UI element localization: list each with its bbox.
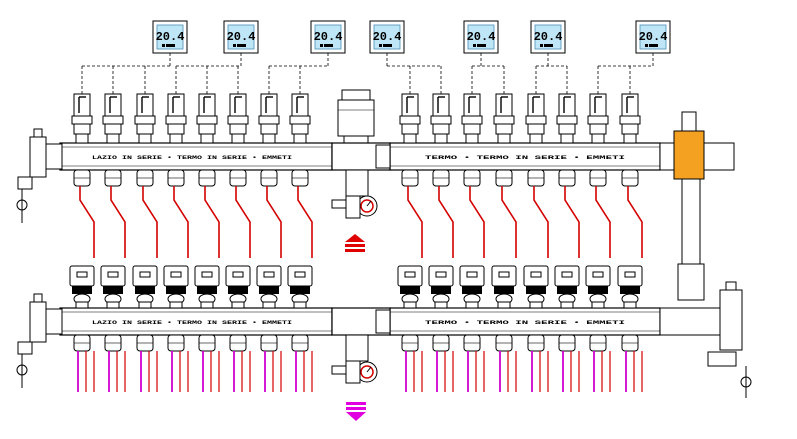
flowmeter-stem [170,302,182,308]
actuator-nut [290,116,310,124]
end-cap [44,309,62,334]
actuator-nut [72,116,92,124]
supply-pipe [565,186,579,258]
flowmeter-window [467,272,477,277]
flowmeter-nut [290,286,310,294]
supply-pipe [470,186,484,258]
thermostat-indicator [379,44,382,47]
actuator-base [168,124,184,134]
flowmeter-nut [197,286,217,294]
right-drain [708,352,736,366]
supply-pipe [80,186,94,258]
flowmeter-stem [139,302,151,308]
actuator-icon [166,94,186,186]
actuator-icon [526,94,546,186]
actuator-icon [228,94,248,186]
arrow-down-bar [346,407,366,410]
actuator-base [261,124,277,134]
flowmeter-stem [232,302,244,308]
mixing-outlet [704,143,734,170]
actuator-nut [259,116,279,124]
actuator-nut [526,116,546,124]
drain-valve [18,177,32,189]
flowmeter-window [499,272,509,277]
actuator-base [433,124,449,134]
flowmeter-window [562,272,572,277]
actuator-nut [197,116,217,124]
thermostat-row [153,21,670,53]
flowmeter-window [233,272,243,277]
ball-valve-handle [332,200,346,208]
thermostat-readout: 20.4 [533,30,563,44]
valve-stem [294,134,306,143]
actuator-base [105,124,121,134]
thermostat-readout: 20.4 [638,30,668,44]
flowmeter-nut [135,286,155,294]
flowmeter-window [108,272,118,277]
center-union-lower [376,310,390,333]
arrow-down-bar [346,402,366,405]
thermostat-indicator [166,44,175,47]
supply-pipe [408,186,422,258]
actuator-icon [620,94,640,186]
center-valve-assembly [332,90,390,383]
flowmeter-nut [494,286,514,294]
supply-pipe [267,186,281,258]
valve-stem [232,134,244,143]
valve-stem [263,134,275,143]
flowmeter-stem [498,302,510,308]
flowmeter-window [171,272,181,277]
actuator-icon [72,94,92,186]
actuator-icon [290,94,310,186]
actuator-base [590,124,606,134]
end-cap [44,144,62,169]
thermostat-wiring [82,53,653,94]
thermostat-indicator [540,44,543,47]
actuator-icon [588,94,608,186]
flowmeter-stem [624,302,636,308]
thermostat-readout: 20.4 [226,30,256,44]
actuator-icon [494,94,514,186]
supply-pipe [534,186,548,258]
flowmeter-window [625,272,635,277]
supply-pipe [502,186,516,258]
right-end-valve [720,290,742,350]
right-union [660,143,674,170]
flowmeter-nut [259,286,279,294]
flowmeter-window [436,272,446,277]
actuator-icon [259,94,279,186]
supply-pipe [596,186,610,258]
valve-stem [404,134,416,143]
flowmeter-window [264,272,274,277]
flowmeter-stem [263,302,275,308]
actuator-nut [228,116,248,124]
left-end-fittings [17,129,62,388]
end-valve-body [30,137,46,177]
actuator-base [137,124,153,134]
actuator-icon [135,94,155,186]
flowmeter-stem [76,302,88,308]
thermostat-icon [531,21,565,53]
flowmeter-nut [588,286,608,294]
actuator-icon [557,94,577,186]
actuator-nut [166,116,186,124]
supply-pipe [111,186,125,258]
actuator-nut [103,116,123,124]
arrow-down-icon [346,412,366,421]
actuator-nut [431,116,451,124]
actuator-nut [620,116,640,124]
thermostat-readout: 20.4 [155,30,185,44]
air-vent-cap [342,90,370,100]
actuator-base [402,124,418,134]
thermostat-readout: 20.4 [466,30,496,44]
lower-right-label: TERMO • TERMO IN SERIE • EMMETI [425,319,625,326]
center-union [376,145,390,168]
actuator-base [74,124,90,134]
supply-pipe [236,186,250,258]
flowmeter-stem [592,302,604,308]
flowmeter-stem [404,302,416,308]
arrow-up-bar [345,249,365,252]
supply-pipe [439,186,453,258]
actuator-base [292,124,308,134]
actuator-base [528,124,544,134]
flowmeter-nut [166,286,186,294]
flowmeter-window [295,272,305,277]
right-mixing-assembly [660,112,751,398]
arrow-up-icon [345,234,365,242]
bypass-fitting [678,264,704,300]
actuator-base [559,124,575,134]
actuator-base [199,124,215,134]
flowmeter-stem [561,302,573,308]
thermostat-icon [311,21,345,53]
valve-stem [201,134,213,143]
actuator-base [622,124,638,134]
flowmeter-window [77,272,87,277]
flowmeter-window [593,272,603,277]
mixing-valve-head [682,112,696,131]
supply-pipe [205,186,219,258]
ball-valve-body [346,170,368,196]
flowmeter-window [140,272,150,277]
thermostat-icon [464,21,498,53]
actuator-icon [103,94,123,186]
thermostat-indicator [233,44,236,47]
actuator-nut [494,116,514,124]
valve-stem [107,134,119,143]
thermostat-indicator [162,44,165,47]
thermostat-readout: 20.4 [372,30,402,44]
actuator-icon [462,94,482,186]
flowmeter-nut [400,286,420,294]
flowmeter-stem [294,302,306,308]
valve-stem [139,134,151,143]
thermostat-icon [370,21,404,53]
valve-stem [530,134,542,143]
mixing-valve-body [674,131,704,179]
actuator-nut [588,116,608,124]
thermostat-indicator [544,44,553,47]
flowmeter-window [531,272,541,277]
ball-valve-body-lower [346,335,368,361]
actuator-nut [400,116,420,124]
supply-pipe [174,186,188,258]
valve-stem [76,134,88,143]
actuator-nut [135,116,155,124]
ball-valve-stem-lower [346,361,360,383]
flowmeter-window [405,272,415,277]
supply-pipe [143,186,157,258]
actuator-nut [557,116,577,124]
flowmeter-stem [107,302,119,308]
actuator-icon [400,94,420,186]
upper-right-label: TERMO • TERMO IN SERIE • EMMETI [425,154,625,161]
thermostat-icon [636,21,670,53]
valve-stem [466,134,478,143]
valve-stem [561,134,573,143]
flowmeter-stem [530,302,542,308]
thermostat-indicator [383,44,392,47]
thermostat-indicator [649,44,658,47]
ball-valve-handle-lower [332,366,346,374]
thermostat-indicator [237,44,246,47]
air-vent-nut [344,136,368,143]
flowmeter-nut [620,286,640,294]
thermostat-indicator [477,44,486,47]
flowmeter-nut [557,286,577,294]
thermostat-icon [153,21,187,53]
supply-pipe [298,186,312,258]
drain-valve [18,342,32,354]
ball-valve-stem [346,196,360,218]
thermostat-indicator [324,44,333,47]
valve-stem [498,134,510,143]
valve-stem [170,134,182,143]
actuator-base [230,124,246,134]
lower-left-label: LAZIO IN SERIE • TERMO IN SERIE • EMMETI [92,319,292,326]
thermostat-indicator [473,44,476,47]
air-vent-body [338,100,374,136]
actuator-icon [431,94,451,186]
upper-left-label: LAZIO IN SERIE • TERMO IN SERIE • EMMETI [92,154,292,161]
flowmeter-nut [103,286,123,294]
flowmeter-nut [462,286,482,294]
flowmeter-stem [466,302,478,308]
right-end-vent [726,282,736,290]
bypass-pipe [682,179,700,264]
thermostat-indicator [320,44,323,47]
end-valve-body [30,302,46,342]
flowmeter-stem [435,302,447,308]
flowmeter-stem [201,302,213,308]
actuator-icon [197,94,217,186]
valve-stem [624,134,636,143]
supply-pipe [628,186,642,258]
thermostat-readout: 20.4 [313,30,343,44]
flowmeter-window [202,272,212,277]
arrow-up-bar [345,244,365,247]
flowmeter-nut [431,286,451,294]
valve-stem [592,134,604,143]
actuator-nut [462,116,482,124]
valve-stem [435,134,447,143]
end-vent [34,129,42,137]
flowmeter-nut [72,286,92,294]
end-vent [34,294,42,302]
thermostat-indicator [645,44,648,47]
thermostat-icon [224,21,258,53]
actuator-base [464,124,480,134]
flowmeter-nut [228,286,248,294]
actuator-base [496,124,512,134]
flowmeter-nut [526,286,546,294]
